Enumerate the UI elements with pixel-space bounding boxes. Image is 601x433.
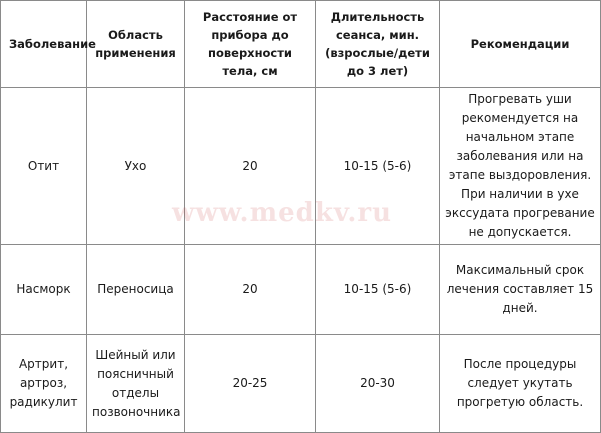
cell-area: Переносица [87, 245, 185, 335]
cell-distance: 20 [185, 245, 316, 335]
cell-duration: 10-15 (5-6) [316, 245, 440, 335]
table-header-row [1, 1, 601, 88]
header-distance: Расстояние от прибора до поверхности тела, см [185, 1, 316, 88]
cell-disease: Артрит, артроз, радикулит [1, 335, 87, 433]
cell-duration: 20-30 [316, 335, 440, 433]
cell-area: Шейный или поясничный отделы позвоночника [87, 335, 185, 433]
cell-duration: 10-15 (5-6) [316, 88, 440, 245]
cell-distance: 20-25 [185, 335, 316, 433]
table-row [1, 88, 601, 245]
header-disease: Заболевание [1, 1, 87, 88]
cell-distance: 20 [185, 88, 316, 245]
cell-area: Ухо [87, 88, 185, 245]
cell-recommendations: После процедуры следует укутать прогретую область. [440, 335, 601, 433]
header-area: Область применения [87, 1, 185, 88]
header-duration: Длительность сеанса, мин. (взрослые/дети до 3 лет) [316, 1, 440, 88]
cell-disease: Насморк [1, 245, 87, 335]
cell-disease: Отит [1, 88, 87, 245]
table-row [1, 335, 601, 433]
table-row [1, 245, 601, 335]
cell-recommendations: Максимальный срок лечения составляет 15 дней. [440, 245, 601, 335]
watermark: www.medkv.ru [172, 198, 392, 228]
header-recommendations: Рекомендации [440, 1, 601, 88]
cell-recommendations: Прогревать уши рекомендуется на начальном этапе заболевания или на этапе выздоровления. При наличии в ухе экссудата прогревание не допускается. [440, 88, 601, 245]
